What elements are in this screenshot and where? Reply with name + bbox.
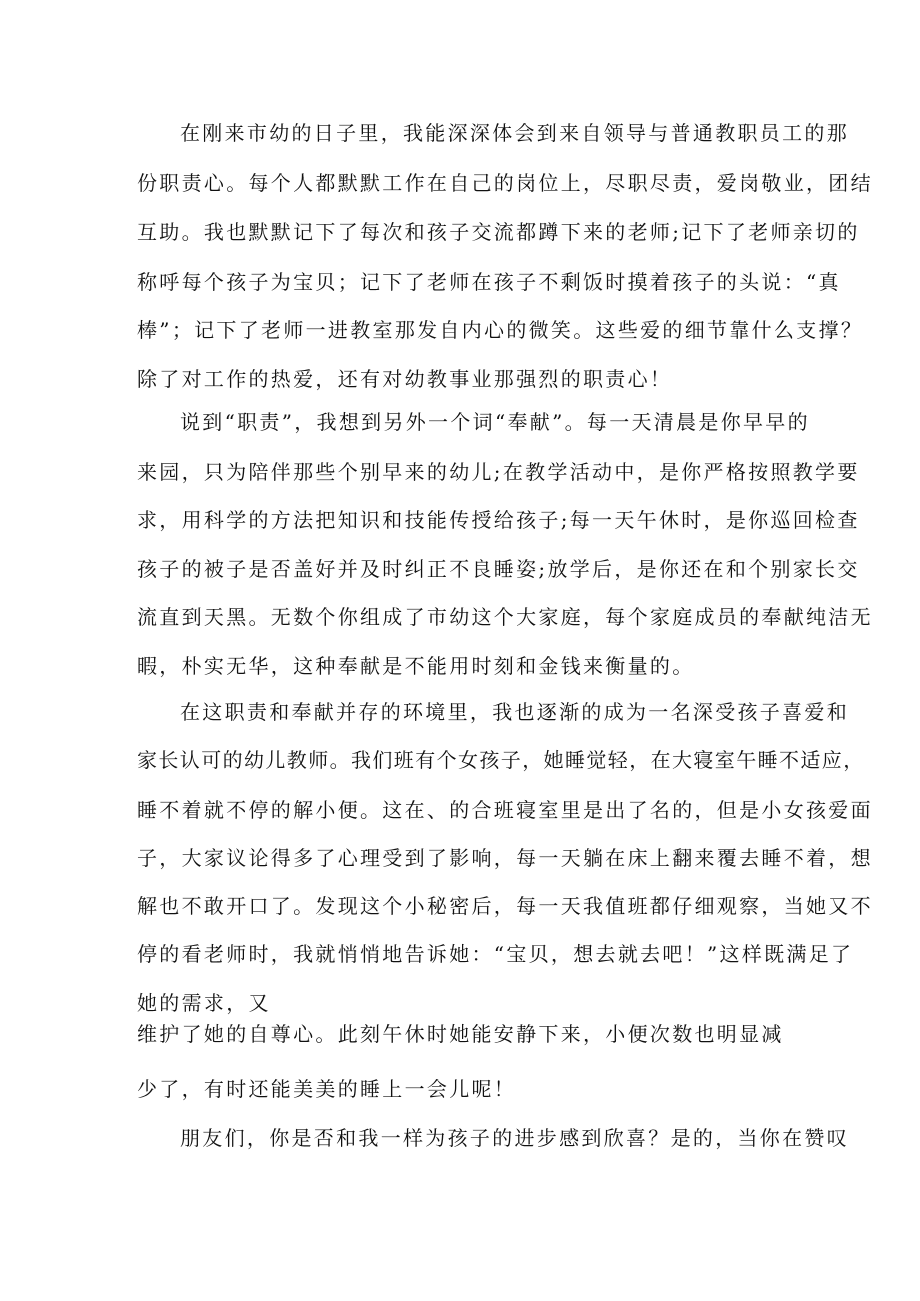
paragraph-3-line-2: 家长认可的幼儿教师。我们班有个女孩子，她睡觉轻，在大寝室午睡不适应， [137, 748, 865, 772]
paragraph-1-line-2: 份职责心。每个人都默默工作在自己的岗位上，尽职尽责，爱岗敬业，团结 [137, 171, 873, 195]
paragraph-2-line-6: 暇，朴实无华，这种奉献是不能用时刻和金钱来衡量的。 [137, 654, 695, 678]
paragraph-3-line-8: 维护了她的自尊心。此刻午休时她能安静下来，小便次数也明显减 [137, 1022, 784, 1046]
paragraph-3-line-7: 她的需求，又 [137, 991, 271, 1015]
paragraph-2-line-5: 流直到天黑。无数个你组成了市幼这个大家庭，每个家庭成员的奉献纯洁无 [137, 605, 873, 629]
paragraph-2-line-1: 说到“职责”，我想到另外一个词“奉献”。每一天清晨是你早早的 [180, 410, 810, 434]
paragraph-1-line-1: 在刚来市幼的日子里，我能深深体会到来自领导与普通教职员工的那 [180, 121, 849, 145]
paragraph-2-line-2: 来园，只为陪伴那些个别早来的幼儿;在教学活动中，是你严格按照教学要 [137, 460, 860, 484]
paragraph-3-line-3: 睡不着就不停的解小便。这在、的合班寝室里是出了名的，但是小女孩爱面 [137, 798, 873, 822]
paragraph-1-line-4: 称呼每个孩子为宝贝；记下了老师在孩子不剩饭时摸着孩子的头说：“真 [137, 270, 841, 294]
paragraph-1-line-3: 互助。我也默默记下了每次和孩子交流都蹲下来的老师;记下了老师亲切的 [137, 220, 860, 244]
paragraph-3-line-9: 少了，有时还能美美的睡上一会儿呢！ [137, 1077, 517, 1101]
paragraph-2-line-3: 求，用科学的方法把知识和技能传授给孩子;每一天午休时，是你巡回检查 [137, 508, 860, 532]
paragraph-3-line-4: 子，大家议论得多了心理受到了影响，每一天躺在床上翻来覆去睡不着，想 [137, 846, 873, 870]
paragraph-1-line-5: 棒”；记下了老师一进教室那发自内心的微笑。这些爱的细节靠什么支撑？ [137, 318, 864, 342]
paragraph-3-line-1: 在这职责和奉献并存的环境里，我也逐渐的成为一名深受孩子喜爱和 [180, 700, 849, 724]
paragraph-1-line-6: 除了对工作的热爱，还有对幼教事业那强烈的职责心！ [137, 367, 673, 391]
paragraph-3-line-6: 停的看老师时，我就悄悄地告诉她：“宝贝，想去就去吧！”这样既满足了 [137, 942, 854, 966]
paragraph-3-line-5: 解也不敢开口了。发现这个小秘密后，每一天我值班都仔细观察，当她又不 [137, 894, 873, 918]
paragraph-4-line-1: 朋友们，你是否和我一样为孩子的进步感到欣喜？是的，当你在赞叹 [180, 1126, 849, 1150]
paragraph-2-line-4: 孩子的被子是否盖好并及时纠正不良睡姿;放学后，是你还在和个别家长交 [137, 557, 860, 581]
